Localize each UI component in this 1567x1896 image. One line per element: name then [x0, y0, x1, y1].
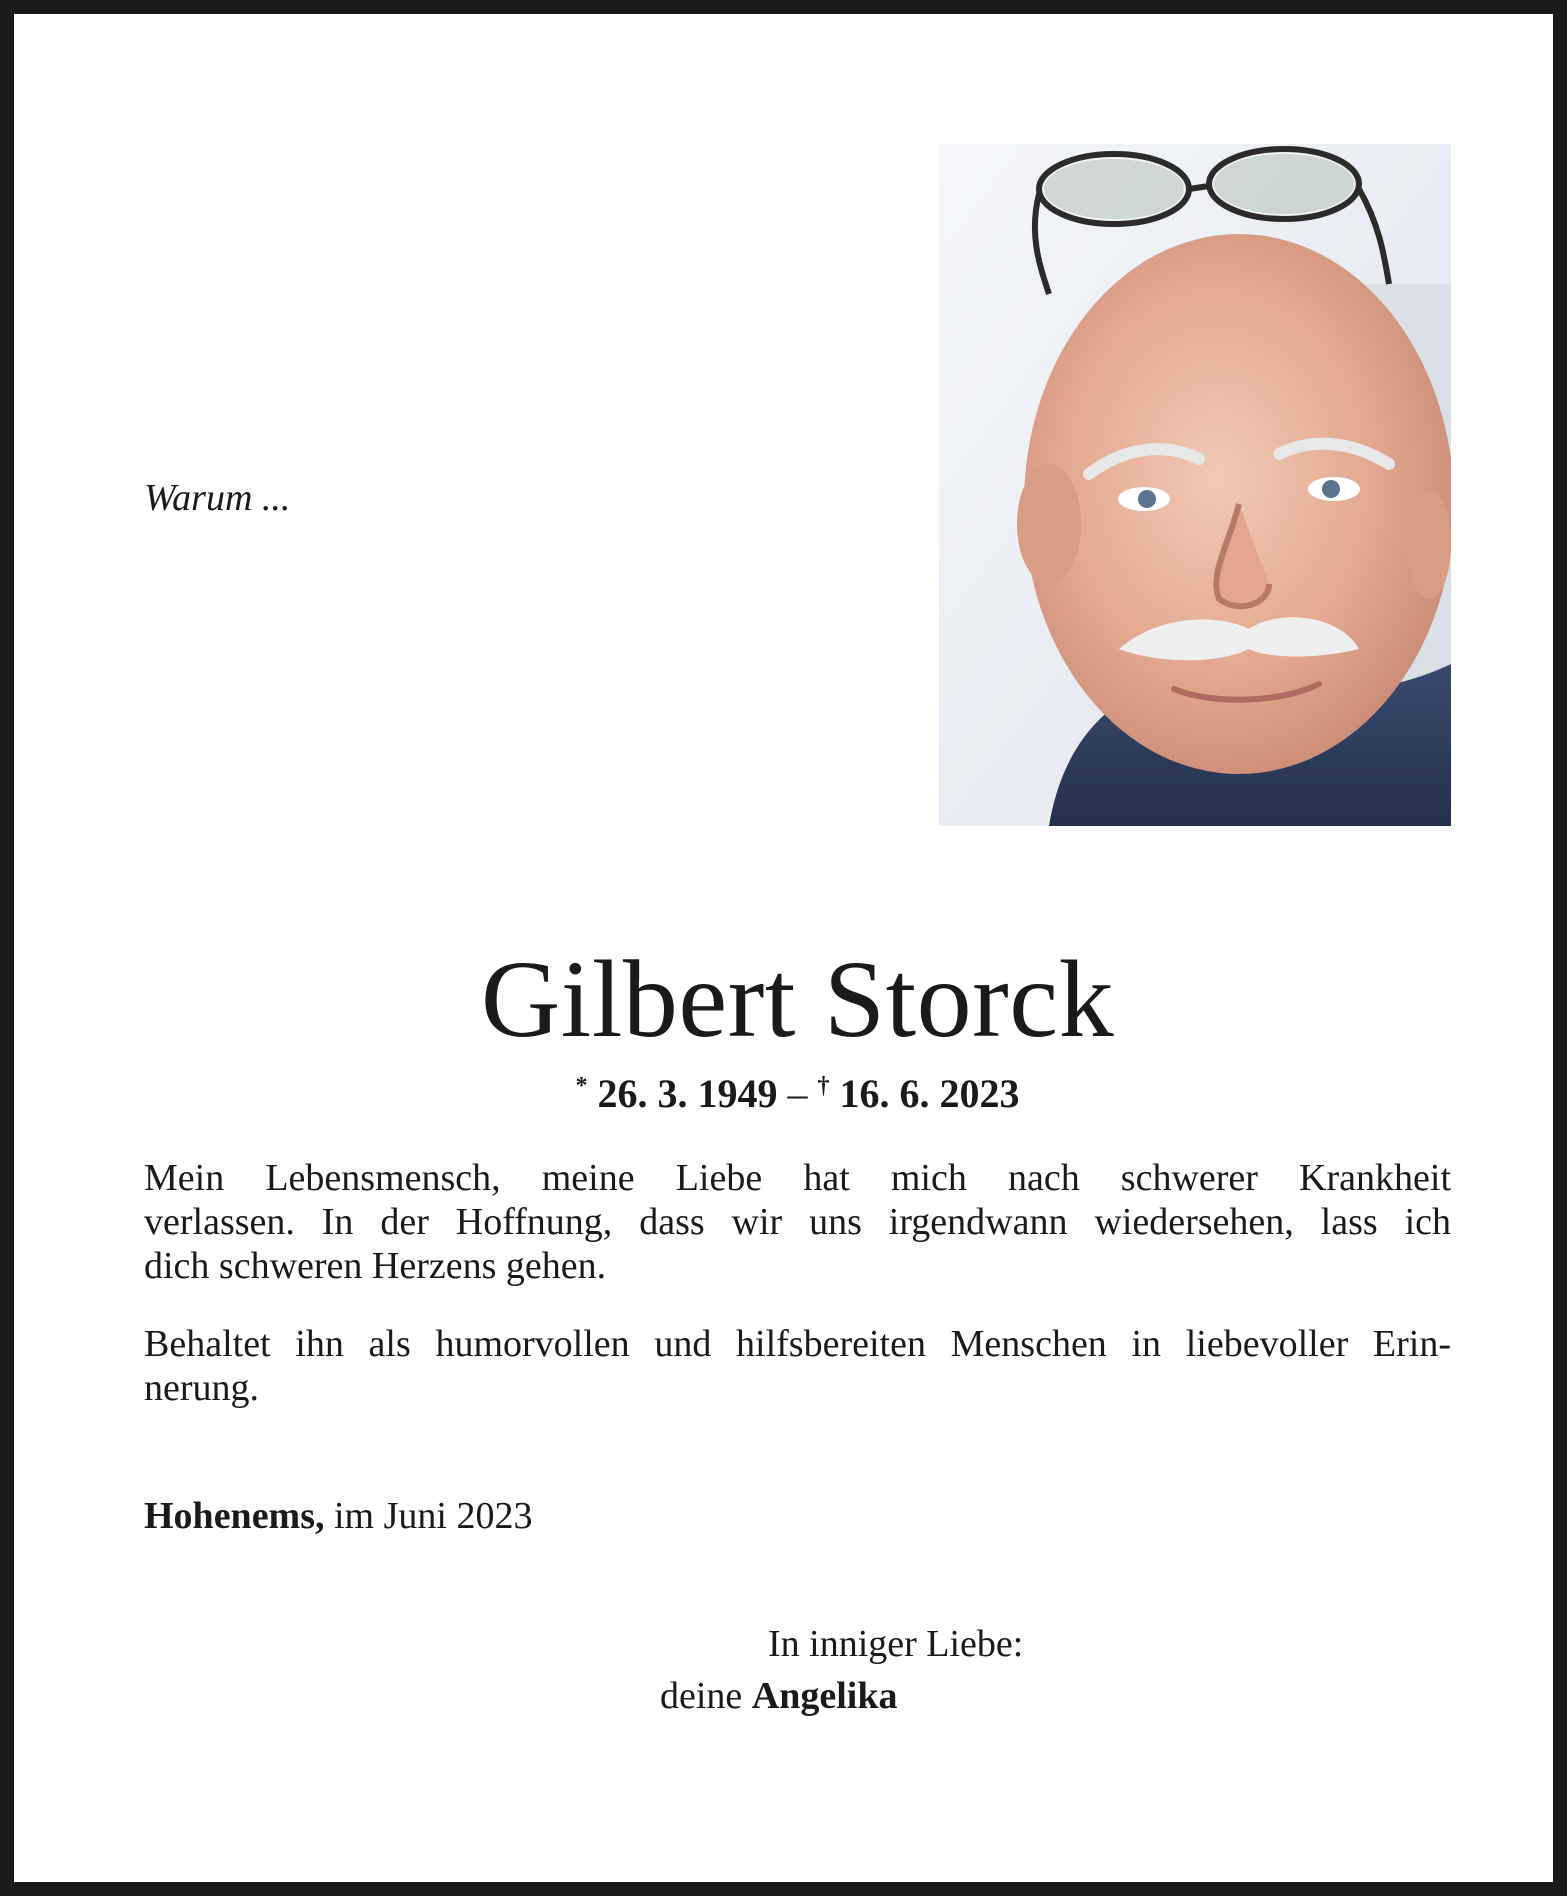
- life-dates: [14, 1070, 1567, 1117]
- death-symbol: †: [817, 1073, 830, 1099]
- closing-line: In inniger Liebe:: [768, 1623, 1024, 1665]
- paragraph-line: Mein Lebensmensch, meine Liebe hat mich nach schwerer Krankheit: [144, 1157, 1451, 1199]
- paragraph-line: verlassen. In der Hoffnung, dass wir uns irgendwann wiedersehen, lass ich: [144, 1201, 1451, 1243]
- signature-prefix: deine: [660, 1675, 743, 1717]
- birth-symbol: *: [575, 1073, 588, 1099]
- paragraph-line: Behaltet ihn als humorvollen und hilfsbereiten Menschen in liebevoller Erin-: [144, 1323, 1451, 1365]
- signer-name: Angelika: [751, 1675, 898, 1717]
- message-paragraph-2: [144, 1322, 1451, 1410]
- paragraph-line: nerung.: [144, 1367, 260, 1409]
- place-town: Hohenems,: [144, 1495, 325, 1537]
- paragraph-line: dich schweren Herzens gehen.: [144, 1245, 607, 1287]
- portrait-photo: [939, 144, 1451, 826]
- place-month: im Juni 2023: [334, 1495, 533, 1537]
- message-paragraph-1: [144, 1156, 1451, 1288]
- deceased-name: Gilbert Storck: [480, 938, 1115, 1060]
- place-date: [144, 1494, 532, 1538]
- birth-date: 26. 3. 1949: [597, 1071, 778, 1116]
- quote-text: Warum ...: [144, 477, 291, 519]
- death-date: 16. 6. 2023: [839, 1071, 1020, 1116]
- portrait-illustration: [939, 144, 1451, 826]
- date-separator: –: [787, 1071, 808, 1116]
- signature-line: [660, 1674, 898, 1718]
